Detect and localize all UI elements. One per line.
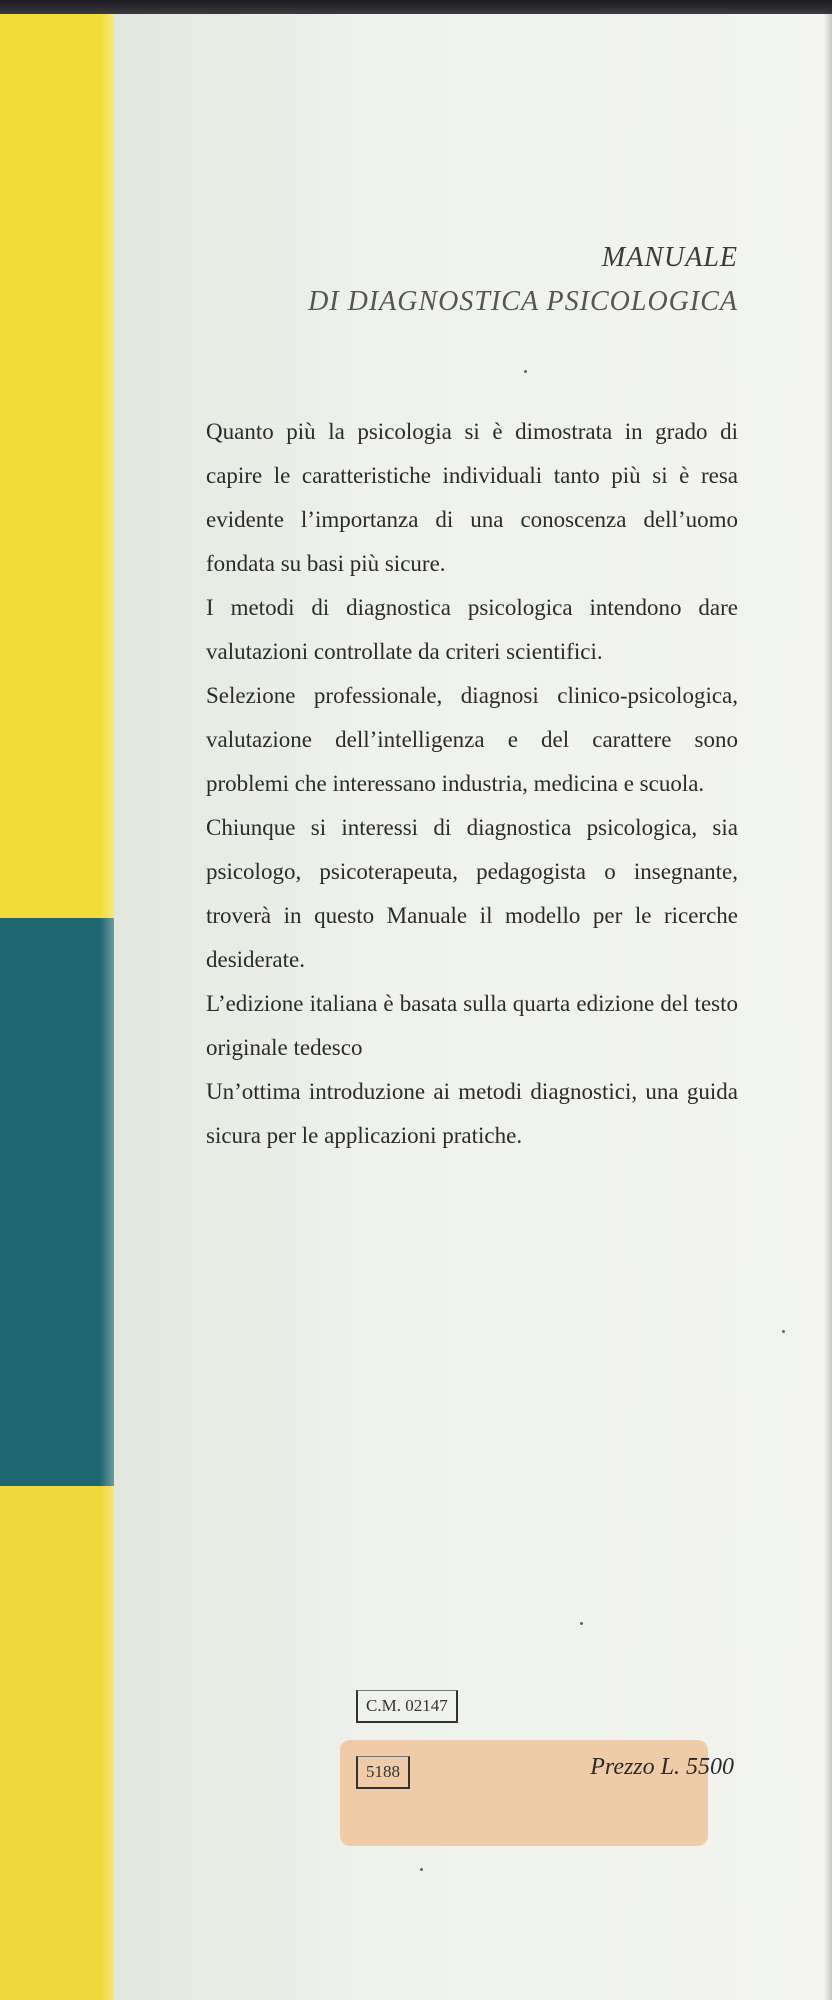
paper-speck (420, 1868, 423, 1871)
paper-speck (782, 1330, 785, 1333)
spine-band-yellow-bottom (0, 1486, 114, 2000)
blurb-paragraph: L’edizione italiana è basata sulla quarta edizione del testo originale tedesco (206, 991, 738, 1060)
edition-number-box: 5188 (356, 1756, 410, 1789)
spine-band-teal (0, 918, 114, 1486)
cover-edge-shadow (824, 14, 832, 2000)
blurb-paragraph: Chiunque si interessi di diagnostica psicologica, sia psicologo, psicoterapeuta, pedagogista o insegnante, troverà in questo Manuale il modello per le ricerche desiderate. (206, 815, 738, 972)
title-line-2: DI DIAGNOSTICA PSICOLOGICA (308, 286, 738, 317)
blurb-paragraph: I metodi di diagnostica psicologica intendono dare valutazioni controllate da criteri scientifici. (206, 595, 738, 664)
top-edge (0, 0, 832, 14)
catalog-code-box: C.M. 02147 (356, 1690, 458, 1723)
blurb (206, 410, 738, 1158)
paper-speck (580, 1622, 583, 1625)
paper-speck (524, 370, 527, 373)
book-title (178, 236, 738, 324)
title-line-1: MANUALE (601, 242, 738, 273)
spine-band-yellow-top (0, 14, 114, 918)
spine-color-bands (0, 14, 114, 2000)
blurb-paragraph: Quanto più la psicologia si è dimostrata in grado di capire le caratteristiche individuali tanto più si è resa evidente l’importanza di una conoscenza dell’uomo fondata su basi più sicure. (206, 419, 738, 576)
price-label: Prezzo L. 5500 (590, 1754, 734, 1780)
blurb-paragraph: Un’ottima introduzione ai metodi diagnostici, una guida sicura per le applicazioni pratiche. (206, 1079, 738, 1148)
spine-shade (100, 14, 114, 2000)
blurb-paragraph: Selezione professionale, diagnosi clinico-psicologica, valutazione dell’intelligenza e del carattere sono problemi che interessano industria, medicina e scuola. (206, 683, 738, 796)
